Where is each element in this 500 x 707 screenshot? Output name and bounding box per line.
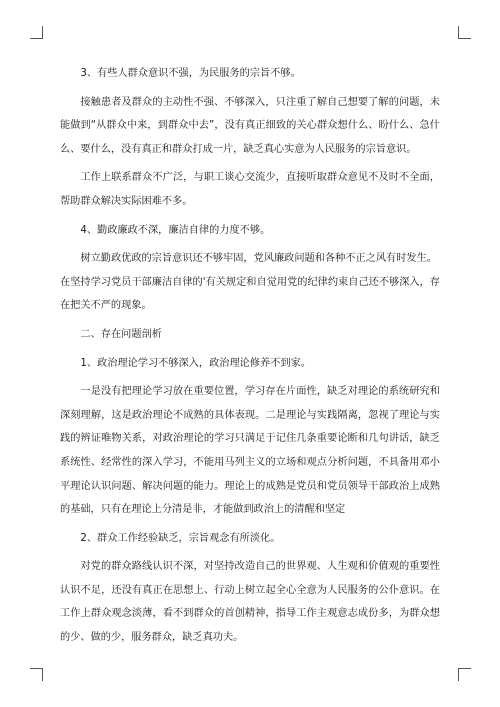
section-heading: 二、存在问题剖析 — [80, 328, 162, 340]
heading-item-2: 2、群众工作经验缺乏，宗旨观念有所淡化。 — [80, 532, 281, 544]
crop-mark-top-right — [458, 26, 471, 39]
paragraph: 接触患者及群众的主动性不强、不够深入，只注重了解自己想要了解的问题，未能做到“从群众中来，到群众中去”，没有真正细致的关心群众想什么、盼什么、急什么、要什么，没有真正和群众打成一片，缺乏真心实意为人民服务的宗旨意识。 — [60, 96, 440, 155]
paragraph: 工作上联系群众不广泛，与职工谈心交流少，直接听取群众意见不及时不全面，帮助群众解决实际困难不多。 — [60, 172, 440, 207]
crop-mark-bottom-right — [458, 668, 471, 681]
crop-mark-top-left — [30, 26, 43, 39]
paragraph: 在坚持学习党员干部廉洁自律的'有关规定和自觉用党的纪律约束自己还不够深入，存在把关不严的现象。 — [60, 276, 440, 312]
document-body — [60, 62, 440, 650]
heading-item-3: 3、有些人群众意识不强，为民服务的宗旨不够。 — [80, 68, 301, 79]
heading-item-1: 1、政治理论学习不够深入，政治理论修养不到家。 — [80, 357, 311, 369]
crop-mark-bottom-left — [30, 668, 43, 681]
paragraph: 一是没有把理论学习放在重要位置，学习存在片面性，缺乏对理论的系统研究和深刻理解，这是政治理论不成熟的具体表现。二是理论与实践隔离，忽视了理论与实践的辨证唯物关系，对政治理论的学习只满足于记住几条重要论断和几句讲话，缺乏系统性、经常性的深入学习，不能用马列主义的立场和观点分析问题，不具备用邓小平理论认识问题、解决问题的能力。理论上的成熟是党员和党员领导干部政治上成熟的基础，只有在理论上分清是非，才能做到政治上的清醒和坚定 — [60, 386, 440, 516]
paragraph: 对党的群众路线认识不深，对坚持改造自己的世界观、人生观和价值观的重要性认识不足，还没有真正在思想上、行动上树立起全心全意为人民服务的公仆意识。在工作上群众观念淡薄，看不到群众的首创精神，指导工作主观意志成份多，为群众想的少、做的少，服务群众，缺乏真功夫。 — [60, 561, 440, 644]
heading-item-4: 4、勤政廉政不深，廉洁自律的力度不够。 — [80, 224, 271, 236]
paragraph: 树立勤政优政的宗旨意识还不够牢固，党风廉政问题和各种不正之风有时发生。 — [80, 253, 437, 265]
